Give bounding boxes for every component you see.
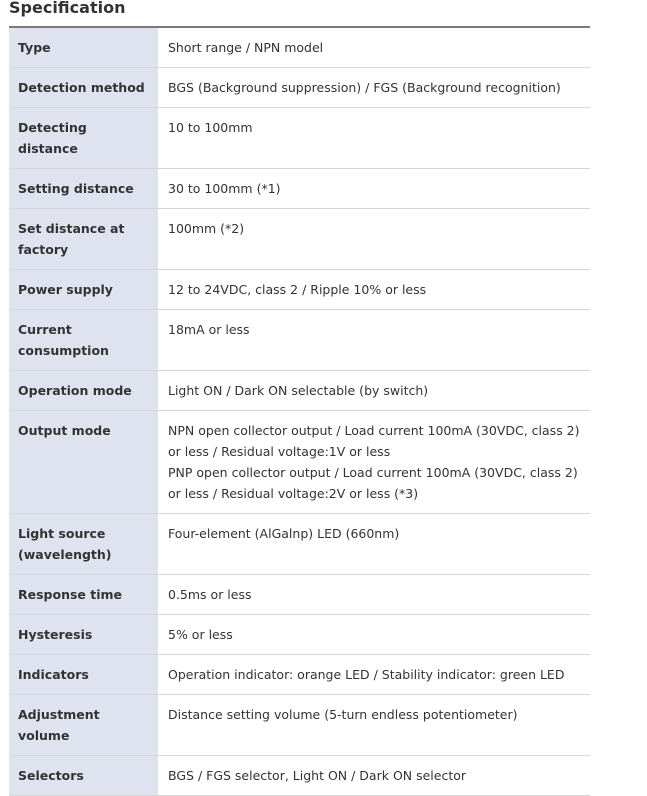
- spec-row: [9, 108, 590, 169]
- spec-value: [158, 371, 590, 411]
- spec-row: [9, 209, 590, 270]
- spec-value-line: 0.5ms or less: [168, 587, 252, 602]
- spec-label: Response time: [9, 575, 158, 615]
- spec-value: [158, 209, 590, 270]
- spec-value-line: Short range / NPN model: [168, 40, 324, 55]
- spec-label: Type: [9, 28, 158, 68]
- spec-value-line: BGS / FGS selector, Light ON / Dark ON selector: [168, 768, 467, 783]
- spec-label: Operation mode: [9, 371, 158, 411]
- spec-value: [158, 270, 590, 310]
- spec-value-line: 30 to 100mm (*1): [168, 181, 281, 196]
- spec-value: [158, 514, 590, 575]
- spec-row: [9, 310, 590, 371]
- spec-label: Light source (wavelength): [9, 514, 158, 575]
- page-title: Specification: [9, 0, 126, 17]
- spec-label: Detecting distance: [9, 108, 158, 169]
- spec-value-line: 18mA or less: [168, 322, 250, 337]
- spec-value-line: 100mm (*2): [168, 221, 245, 236]
- spec-label: Power supply: [9, 270, 158, 310]
- spec-label: Output mode: [9, 411, 158, 514]
- specification-table-body: [9, 28, 590, 796]
- spec-row: [9, 28, 590, 68]
- spec-value: [158, 28, 590, 68]
- spec-row: [9, 411, 590, 514]
- specification-table: [9, 28, 590, 796]
- spec-label: Set distance at factory: [9, 209, 158, 270]
- spec-value-line: 10 to 100mm: [168, 120, 253, 135]
- spec-value: [158, 695, 590, 756]
- spec-label: Adjustment volume: [9, 695, 158, 756]
- spec-row: [9, 371, 590, 411]
- spec-value-line: Distance setting volume (5-turn endless potentiometer): [168, 707, 518, 722]
- spec-row: [9, 169, 590, 209]
- spec-value-line: NPN open collector output / Load current 100mA (30VDC, class 2) or less / Residual voltage:1V or less: [168, 423, 580, 459]
- spec-row: [9, 695, 590, 756]
- spec-value: [158, 411, 590, 514]
- spec-value-line: PNP open collector output / Load current 100mA (30VDC, class 2) or less / Residual voltage:2V or less (*3): [168, 465, 578, 501]
- spec-label: Setting distance: [9, 169, 158, 209]
- spec-row: [9, 270, 590, 310]
- spec-value: [158, 575, 590, 615]
- spec-value-line: 12 to 24VDC, class 2 / Ripple 10% or less: [168, 282, 427, 297]
- spec-value: [158, 68, 590, 108]
- spec-label: Current consumption: [9, 310, 158, 371]
- spec-value-line: Light ON / Dark ON selectable (by switch): [168, 383, 429, 398]
- spec-label: Indicators: [9, 655, 158, 695]
- spec-row: [9, 756, 590, 796]
- spec-label: Selectors: [9, 756, 158, 796]
- spec-value-line: Operation indicator: orange LED / Stability indicator: green LED: [168, 667, 565, 682]
- spec-value-line: Four-element (AlGalnp) LED (660nm): [168, 526, 400, 541]
- spec-value: [158, 756, 590, 796]
- spec-row: [9, 615, 590, 655]
- spec-row: [9, 575, 590, 615]
- spec-label: Detection method: [9, 68, 158, 108]
- spec-value: [158, 310, 590, 371]
- spec-row: [9, 514, 590, 575]
- spec-value: [158, 108, 590, 169]
- spec-value-line: 5% or less: [168, 627, 233, 642]
- spec-value-line: BGS (Background suppression) / FGS (Background recognition): [168, 80, 561, 95]
- spec-value: [158, 169, 590, 209]
- spec-value: [158, 615, 590, 655]
- spec-label: Hysteresis: [9, 615, 158, 655]
- spec-row: [9, 68, 590, 108]
